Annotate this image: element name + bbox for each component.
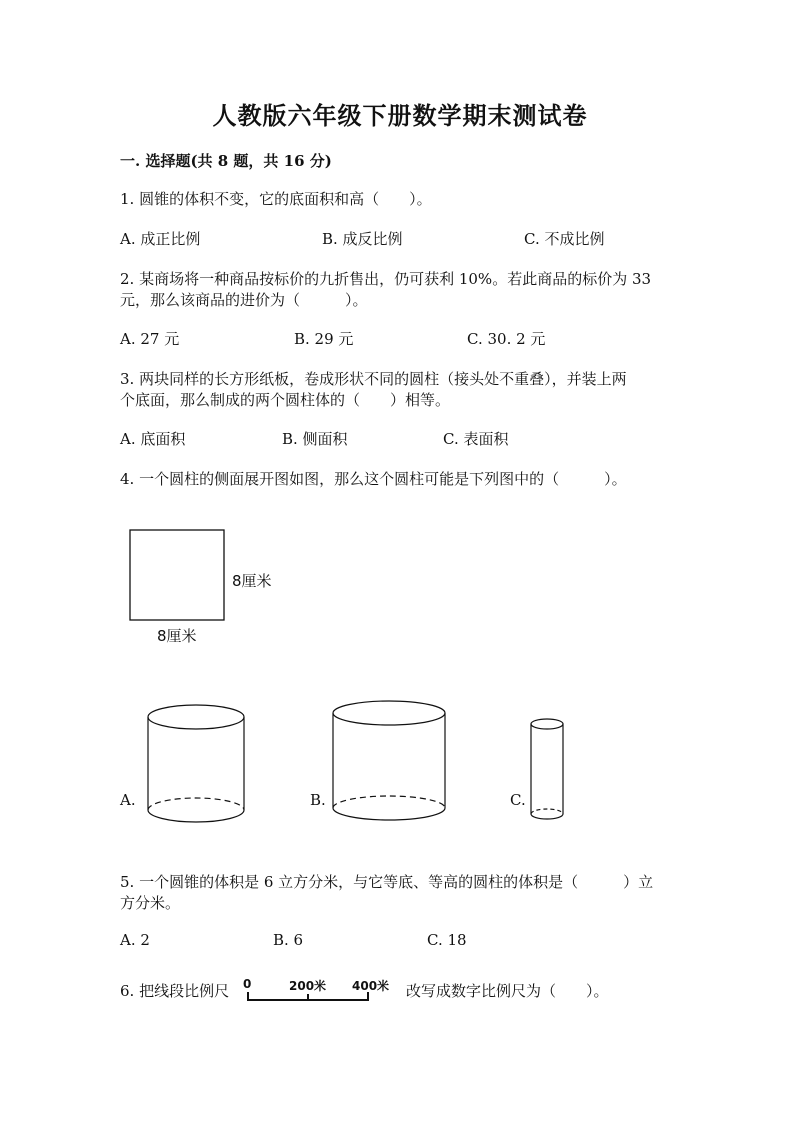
question-6-suffix: 改写成数字比例尺为（ ）。	[406, 982, 609, 1000]
scale-label-400: 400米	[352, 979, 390, 993]
scale-label-200: 200米	[289, 979, 327, 993]
q3-option-a: A. 底面积	[120, 430, 186, 448]
question-1: 1. 圆锥的体积不变，它的底面积和高（ ）。	[120, 190, 432, 208]
q1-option-c: C. 不成比例	[524, 230, 605, 248]
section-heading: 一. 选择题(共 8 题，共 16 分)	[120, 152, 332, 170]
page-title: 人教版六年级下册数学期末测试卷	[212, 101, 588, 130]
q1-option-a: A. 成正比例	[120, 230, 201, 248]
question-2-line-2: 元，那么该商品的进价为（ ）。	[120, 291, 368, 309]
question-3-line-1: 3. 两块同样的长方形纸板，卷成形状不同的圆柱（接头处不重叠），并装上两	[120, 370, 627, 388]
scale-label-0: 0	[243, 977, 252, 991]
question-3-line-2: 个底面，那么制成的两个圆柱体的（ ）相等。	[120, 391, 451, 409]
q4-option-b: B.	[310, 791, 326, 809]
question-5-line-1: 5. 一个圆锥的体积是 6 立方分米，与它等底、等高的圆柱的体积是（ ）立	[120, 873, 654, 891]
q5-option-c: C. 18	[427, 931, 467, 949]
question-2-line-1: 2. 某商场将一种商品按标价的九折售出，仍可获利 10%。若此商品的标价为 33	[120, 270, 652, 288]
q2-option-b: B. 29 元	[294, 330, 354, 348]
q4-option-a: A.	[120, 791, 136, 809]
q3-option-b: B. 侧面积	[282, 430, 348, 448]
q2-option-c: C. 30. 2 元	[467, 330, 546, 348]
q4-option-c: C.	[510, 791, 526, 809]
question-6-prefix: 6. 把线段比例尺	[120, 982, 230, 1000]
square-net	[130, 530, 224, 620]
square-bottom-label: 8厘米	[157, 627, 197, 645]
q3-option-c: C. 表面积	[443, 430, 509, 448]
q1-option-b: B. 成反比例	[322, 230, 403, 248]
question-5-line-2: 方分米。	[120, 894, 181, 912]
q2-option-a: A. 27 元	[120, 330, 180, 348]
square-side-label: 8厘米	[232, 572, 272, 590]
question-4: 4. 一个圆柱的侧面展开图如图，那么这个圆柱可能是下列图中的（ ）。	[120, 470, 627, 488]
cylinder-c	[531, 719, 563, 819]
q5-option-a: A. 2	[120, 931, 150, 949]
q5-option-b: B. 6	[273, 931, 304, 949]
cylinder-a	[148, 705, 244, 822]
cylinder-b	[333, 701, 445, 820]
